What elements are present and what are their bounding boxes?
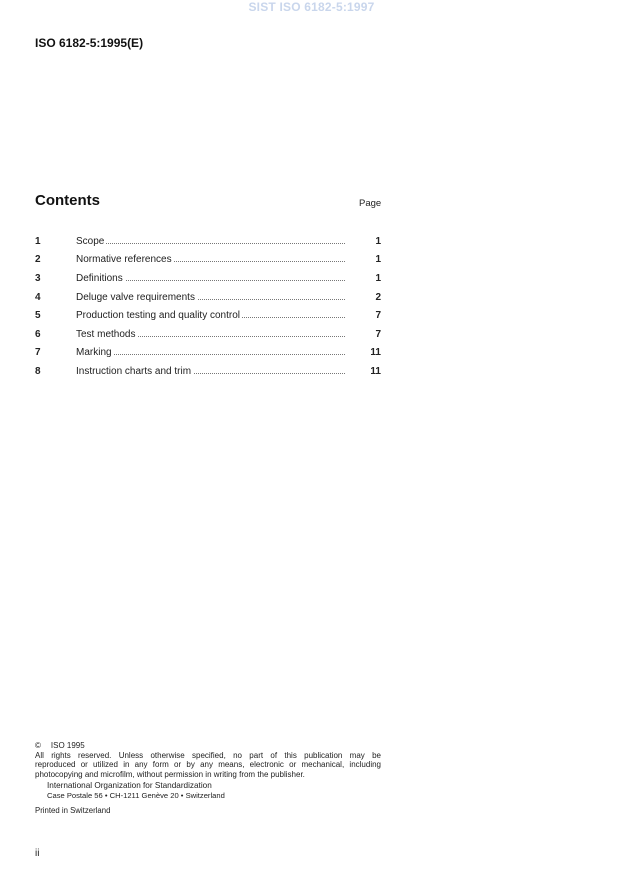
toc-number: 5 [35, 310, 41, 322]
toc-title: Deluge valve requirements [76, 291, 195, 303]
toc-number: 8 [35, 365, 41, 377]
document-id: ISO 6182-5:1995(E) [35, 36, 144, 50]
toc-entry-instruction-charts[interactable] [35, 362, 381, 381]
toc-page: 11 [370, 347, 381, 359]
page-number: ii [35, 848, 40, 859]
toc-title: Production testing and quality control [76, 310, 240, 322]
toc-page: 1 [375, 254, 381, 266]
toc-page: 1 [375, 235, 381, 247]
toc-page: 7 [375, 328, 381, 340]
toc-page: 7 [375, 310, 381, 322]
rights-text-line: All rights reserved. Unless otherwise specified, no part of this publication may be [35, 750, 381, 760]
toc-number: 4 [35, 291, 41, 303]
toc-number: 3 [35, 272, 41, 284]
toc-entry-normative-references[interactable] [35, 251, 381, 270]
toc-page: 1 [375, 272, 381, 284]
organization-name: International Organization for Standardization [47, 781, 212, 791]
rights-text-line: photocopying and microfilm, without permission in writing from the publisher. [35, 769, 305, 779]
toc-title: Scope [76, 235, 105, 247]
toc-title: Instruction charts and trim [76, 365, 192, 377]
toc-title: Test methods [76, 328, 136, 340]
copyright-notice [35, 741, 381, 815]
copyright-icon: © [35, 741, 41, 750]
toc-page: 11 [370, 365, 381, 377]
page-column-label: Page [359, 198, 382, 209]
toc-number: 1 [35, 235, 41, 247]
printed-in: Printed in Switzerland [35, 805, 111, 815]
toc-entry-production-testing[interactable] [35, 306, 381, 325]
toc-entry-test-methods[interactable] [35, 325, 381, 344]
toc-page: 2 [375, 291, 381, 303]
toc-number: 6 [35, 328, 41, 340]
toc-entry-scope[interactable] [35, 232, 381, 251]
watermark: SIST ISO 6182-5:1997 [248, 0, 375, 14]
contents-heading: Contents [35, 192, 100, 209]
organization-address: Case Postale 56 • CH-1211 Genève 20 • Switzerland [47, 790, 225, 800]
rights-text-line: reproduced or utilized in any form or by any means, electronic or mechanical, including [35, 760, 381, 770]
toc-title: Normative references [76, 254, 172, 266]
toc-entry-definitions[interactable] [35, 269, 381, 288]
toc-number: 7 [35, 347, 41, 359]
toc-title: Definitions [76, 272, 123, 284]
toc-entry-marking[interactable] [35, 344, 381, 363]
table-of-contents [35, 232, 381, 381]
copyright-year: ISO 1995 [50, 741, 85, 750]
toc-entry-deluge-valve-requirements[interactable] [35, 288, 381, 307]
toc-title: Marking [76, 347, 112, 359]
toc-number: 2 [35, 254, 41, 266]
